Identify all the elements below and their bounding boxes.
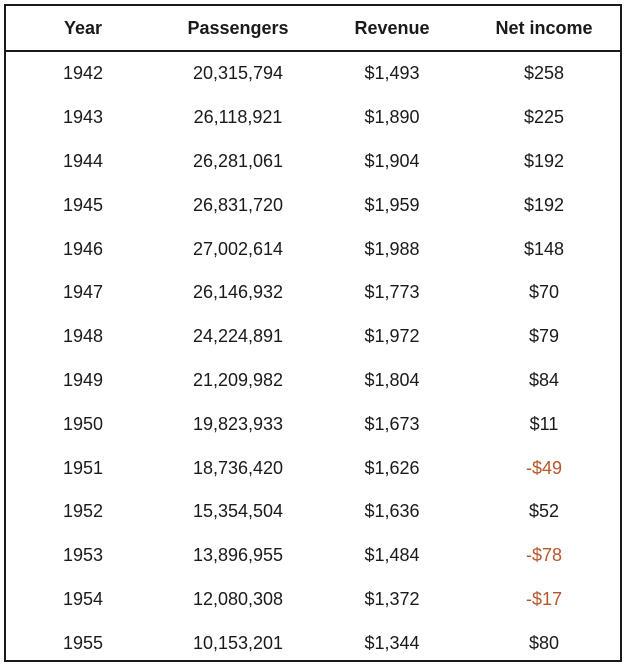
table-row <box>6 359 620 403</box>
cell-revenue: $1,484 <box>364 545 420 566</box>
table-row <box>6 315 620 359</box>
cell-passengers: 10,153,201 <box>192 632 284 653</box>
table-row <box>6 140 620 184</box>
cell-passengers: 12,080,308 <box>192 588 284 609</box>
cell-revenue: $1,890 <box>364 107 420 128</box>
cell-net-income: $192 <box>523 194 565 215</box>
cell-net-income: $148 <box>523 238 565 259</box>
table-row <box>6 96 620 140</box>
cell-passengers: 19,823,933 <box>192 413 284 434</box>
cell-year: 1943 <box>62 107 104 128</box>
cell-net-income: $192 <box>523 150 565 171</box>
cell-passengers: 20,315,794 <box>192 63 284 84</box>
cell-passengers: 26,831,720 <box>192 194 284 215</box>
cell-year: 1950 <box>62 413 104 434</box>
cell-revenue: $1,773 <box>364 282 420 303</box>
cell-year: 1949 <box>62 369 104 390</box>
cell-net-income: $11 <box>529 413 559 434</box>
cell-year: 1942 <box>62 63 104 84</box>
cell-passengers: 26,118,921 <box>193 107 283 128</box>
cell-net-income: -$78 <box>525 545 563 566</box>
cell-passengers: 21,209,982 <box>192 369 284 390</box>
cell-year: 1952 <box>62 501 104 522</box>
cell-year: 1954 <box>62 588 104 609</box>
cell-year: 1951 <box>62 457 104 478</box>
cell-revenue: $1,372 <box>364 588 420 609</box>
cell-revenue: $1,959 <box>364 194 420 215</box>
cell-passengers: 26,146,932 <box>192 282 284 303</box>
cell-passengers: 13,896,955 <box>192 545 284 566</box>
cell-net-income: $79 <box>528 326 560 347</box>
table-row <box>6 578 620 622</box>
cell-year: 1946 <box>62 238 104 259</box>
cell-passengers: 24,224,891 <box>192 326 284 347</box>
data-table <box>4 4 622 662</box>
cell-passengers: 26,281,061 <box>192 150 284 171</box>
cell-passengers: 15,354,504 <box>192 501 284 522</box>
cell-revenue: $1,626 <box>364 457 420 478</box>
table-row <box>6 621 620 665</box>
cell-net-income: $258 <box>523 63 565 84</box>
cell-revenue: $1,344 <box>364 632 420 653</box>
table-row <box>6 490 620 534</box>
header-net-income: Net income <box>495 17 593 38</box>
cell-passengers: 27,002,614 <box>192 238 284 259</box>
cell-year: 1944 <box>62 150 104 171</box>
header-passengers: Passengers <box>187 17 289 38</box>
cell-revenue: $1,493 <box>364 63 420 84</box>
table-row <box>6 402 620 446</box>
table-row <box>6 52 620 96</box>
cell-net-income: $80 <box>528 632 560 653</box>
cell-revenue: $1,988 <box>364 238 420 259</box>
cell-net-income: $225 <box>523 107 565 128</box>
table-row <box>6 183 620 227</box>
cell-year: 1953 <box>62 545 104 566</box>
cell-revenue: $1,804 <box>364 369 420 390</box>
cell-year: 1948 <box>62 326 104 347</box>
table-row <box>6 534 620 578</box>
cell-year: 1947 <box>62 282 104 303</box>
cell-net-income: $70 <box>528 282 560 303</box>
cell-revenue: $1,972 <box>364 326 420 347</box>
table-header-row <box>6 6 620 52</box>
table-row <box>6 227 620 271</box>
cell-passengers: 18,736,420 <box>192 457 284 478</box>
cell-year: 1945 <box>62 194 104 215</box>
cell-revenue: $1,673 <box>364 413 420 434</box>
cell-net-income: -$17 <box>525 588 563 609</box>
cell-revenue: $1,636 <box>364 501 420 522</box>
cell-year: 1955 <box>62 632 104 653</box>
cell-revenue: $1,904 <box>364 150 420 171</box>
header-revenue: Revenue <box>354 17 430 38</box>
table-body <box>6 52 620 665</box>
table-row <box>6 271 620 315</box>
cell-net-income: -$49 <box>525 457 563 478</box>
cell-net-income: $84 <box>528 369 560 390</box>
table-row <box>6 446 620 490</box>
header-year: Year <box>63 17 103 38</box>
cell-net-income: $52 <box>528 501 560 522</box>
